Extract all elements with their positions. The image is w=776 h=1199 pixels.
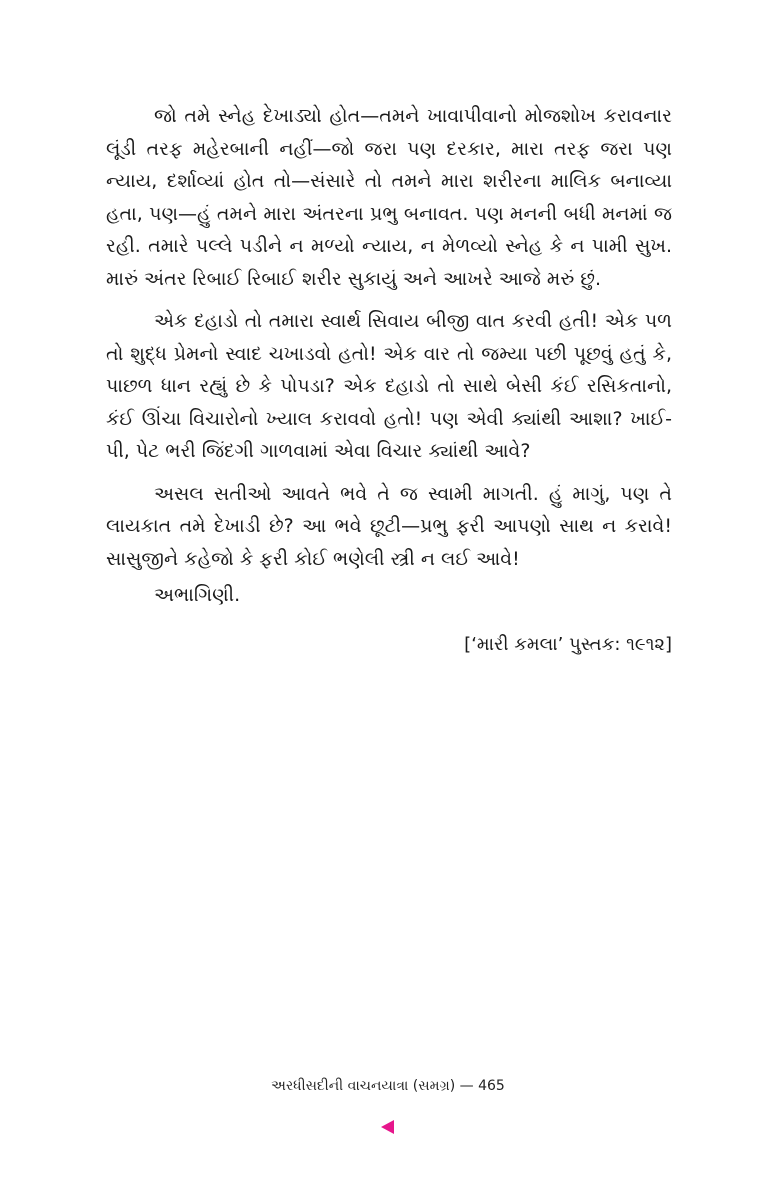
previous-page-icon[interactable] <box>381 1120 394 1134</box>
letter-body <box>106 100 672 660</box>
letter-paragraph-3: અસલ સતીઓ આવતે ભવે તે જ સ્વામી માગતી. હું માગું, પણ તે લાયકાત તમે દેખાડી છે? આ ભવે છૂટી—પ્રભુ ફરી આપણો સાથ ન કરાવે! સાસુજીને કહેજો કે ફરી કોઈ ભણેલી સ્ત્રી ન લઈ આવે! <box>106 482 672 570</box>
footer-page-number: 465 <box>478 1078 505 1094</box>
letter-signature: અભાગિણી. <box>154 584 241 606</box>
page-footer <box>0 1078 776 1094</box>
footer-separator: — <box>459 1078 474 1094</box>
letter-paragraph-2: એક દહાડો તો તમારા સ્વાર્થ સિવાય બીજી વાત કરવી હતી! એક પળ તો શુદ્ધ પ્રેમનો સ્વાદ ચખાડવો હતો! એક વાર તો જમ્યા પછી પૂછવું હતું કે, પાછળ ધાન રહ્યું છે કે પોપડા? એક દહાડો તો સાથે બેસી કંઈ રસિકતાનો, કંઈ ઊંચા વિચારોનો ખ્યાલ કરાવવો હતો! પણ એવી ક્યાંથી આશા? ખાઈ-પી, પેટ ભરી જિંદગી ગાળવામાં એવા વિચાર ક્યાંથી આવે? <box>106 310 672 462</box>
source-citation: [‘મારી કમલા’ પુસ્તક: ૧૯૧૨] <box>464 633 672 655</box>
footer-book-title: અરધીસદીની વાચનયાત્રા (સમગ્ર) <box>271 1078 456 1094</box>
letter-paragraph-1: જો તમે સ્નેહ દેખાડ્યો હોત—તમને ખાવાપીવાનો મોજશોખ કરાવનાર લૂંડી તરફ મહેરબાની નહીં—જો જરા પણ દરકાર, મારા તરફ જરા પણ ન્યાય, દર્શાવ્યાં હોત તો—સંસારે તો તમને મારા શરીરના માલિક બનાવ્યા હતા, પણ—હું તમને મારા અંતરના પ્રભુ બનાવત. પણ મનની બધી મનમાં જ રહી. તમારે પલ્લે પડીને ન મળ્યો ન્યાય, ન મેળવ્યો સ્નેહ કે ન પામી સુખ. મારું અંતર રિબાઈ રિબાઈ શરીર સુકાયું અને આખરે આજે મરું છું. <box>106 105 672 290</box>
